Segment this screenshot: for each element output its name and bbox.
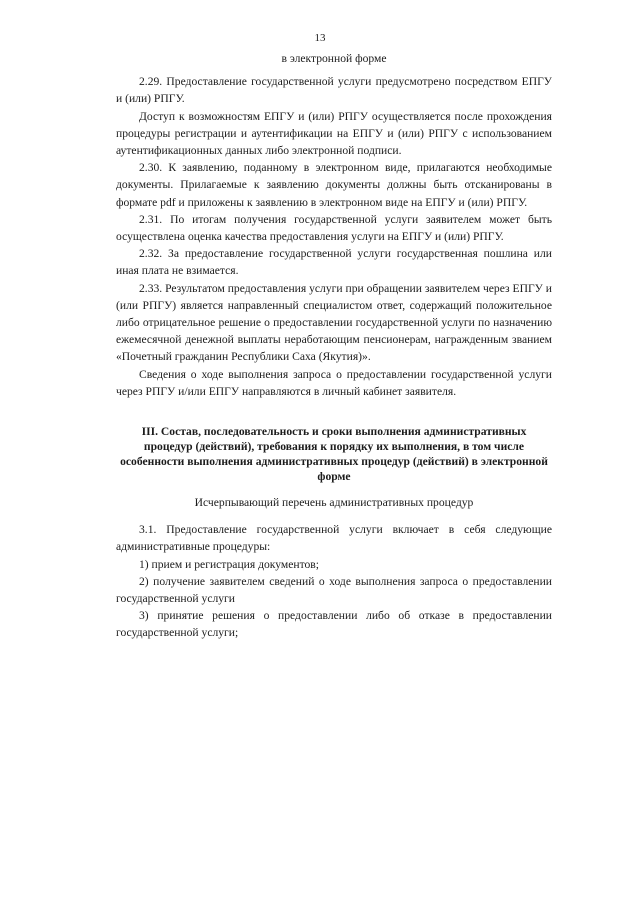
paragraph-access: Доступ к возможностям ЕПГУ и (или) РПГУ осуществляется после прохождения процедуры регистрации и аутентификации на ЕПГУ и (или) РПГУ с использованием аутентификационных данных либо электронной подписи. bbox=[116, 109, 552, 158]
paragraph-status-info: Сведения о ходе выполнения запроса о предоставлении государственной услуги через РПГУ и/или ЕПГУ направляются в личный кабинет заявителя. bbox=[116, 367, 552, 398]
paragraph-2-32: 2.32. За предоставление государственной услуги государственная пошлина или иная плата не взимается. bbox=[116, 247, 552, 278]
list-item: 1) прием и регистрация документов; bbox=[139, 557, 319, 571]
paragraph-2-33: 2.33. Результатом предоставления услуги при обращении заявителем через ЕПГУ и (или РПГУ) является направленный специалистом ответ, содержащий положительное либо отрицательное решение о предоставлении государственной услуги по назначению ежемесячной денежной выплаты неработающим пенсионерам, награжденным званием «Почетный гражданин Республики Саха (Якутия)». bbox=[116, 281, 552, 364]
list-item: 2) получение заявителем сведений о ходе выполнения запроса о предоставлении государственной услуги bbox=[116, 574, 552, 606]
page-number: 13 bbox=[314, 32, 326, 44]
paragraph-2-31: 2.31. По итогам получения государственной услуги заявителем может быть осуществлена оценка качества предоставления услуги на ЕПГУ и (или) РПГУ. bbox=[116, 212, 552, 244]
paragraph-3-1: 3.1. Предоставление государственной услуги включает в себя следующие административные процедуры: bbox=[116, 523, 552, 554]
list-item: 3) принятие решения о предоставлении либо об отказе в предоставлении государственной услуги; bbox=[116, 609, 552, 640]
lead-line: в электронной форме bbox=[281, 52, 387, 65]
paragraph-2-30: 2.30. К заявлению, поданному в электронном виде, прилагаются необходимые документы. Прилагаемые к заявлению документы должны быть отсканированы в формате pdf и приложены к заявлению в электронном виде на ЕПГУ и (или) РПГУ. bbox=[116, 161, 552, 209]
document-body bbox=[116, 50, 552, 642]
section-heading: III. Состав, последовательность и сроки выполнения административных процедур (действий), требования к порядку их выполнения, в том числе особенности выполнения административных процедур (действий) в электронной форме bbox=[120, 425, 548, 484]
paragraph-2-29: 2.29. Предоставление государственной услуги предусмотрено посредством ЕПГУ и (или) РПГУ. bbox=[116, 75, 552, 106]
sub-heading: Исчерпывающий перечень административных процедур bbox=[194, 496, 474, 510]
